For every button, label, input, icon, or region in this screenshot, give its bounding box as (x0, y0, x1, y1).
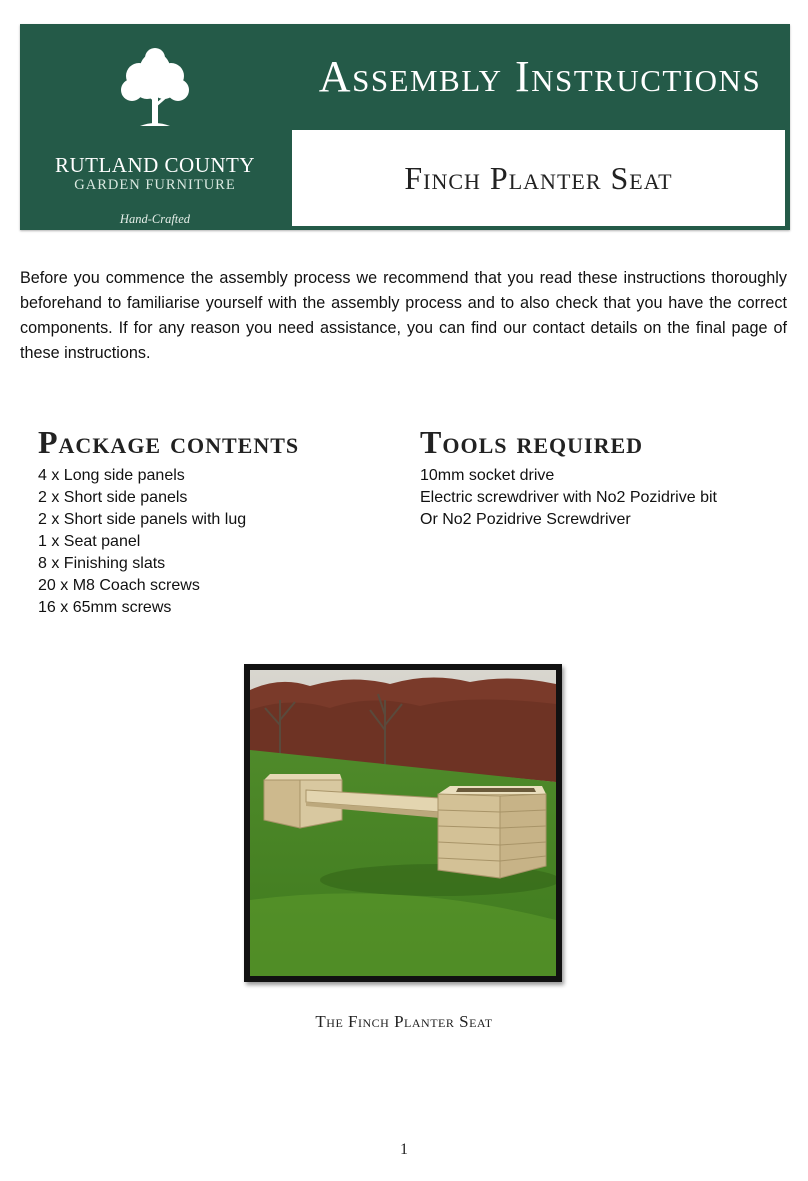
list-item: 2 x Short side panels with lug (38, 511, 247, 528)
list-item: 8 x Finishing slats (38, 555, 166, 572)
list-item: 10mm socket drive (420, 467, 555, 484)
package-contents-section (38, 424, 398, 619)
page-number: 1 (400, 1141, 408, 1158)
list-item: 20 x M8 Coach screws (38, 577, 200, 594)
product-photo (244, 664, 562, 982)
list-item: 2 x Short side panels (38, 489, 188, 506)
list-item: Electric screwdriver with No2 Pozidrive bit (420, 489, 717, 506)
tree-icon (112, 46, 198, 132)
list-item: Or No2 Pozidrive Screwdriver (420, 511, 631, 528)
brand-logo (20, 24, 290, 230)
product-title: Finch Planter Seat (404, 159, 673, 196)
tools-required-heading: Tools required (420, 424, 644, 460)
page-title: Assembly Instructions (318, 51, 762, 101)
brand-tagline: Hand-Crafted (119, 212, 191, 226)
planter-seat-illustration (250, 670, 556, 976)
list-item: 1 x Seat panel (38, 533, 141, 550)
brand-subtitle: GARDEN FURNITURE (74, 177, 236, 193)
header-banner (20, 24, 790, 230)
list-item: 16 x 65mm screws (38, 599, 172, 616)
intro-paragraph: Before you commence the assembly process we recommend that you read these instructions thoroughly beforehand to familiarise yourself with the assembly process and to also check that you have the correct components. If for any reason you need assistance, you can find our contact details on the final page of these instructions. (20, 269, 787, 362)
tools-required-list (420, 465, 790, 531)
subtitle-box (292, 130, 785, 226)
package-contents-list (38, 465, 398, 619)
photo-caption: The Finch Planter Seat (315, 1012, 493, 1031)
tools-required-section (420, 424, 790, 531)
title-block (290, 24, 790, 128)
brand-name: RUTLAND COUNTY (54, 153, 256, 177)
package-contents-heading: Package contents (38, 424, 300, 460)
list-item: 4 x Long side panels (38, 467, 185, 484)
